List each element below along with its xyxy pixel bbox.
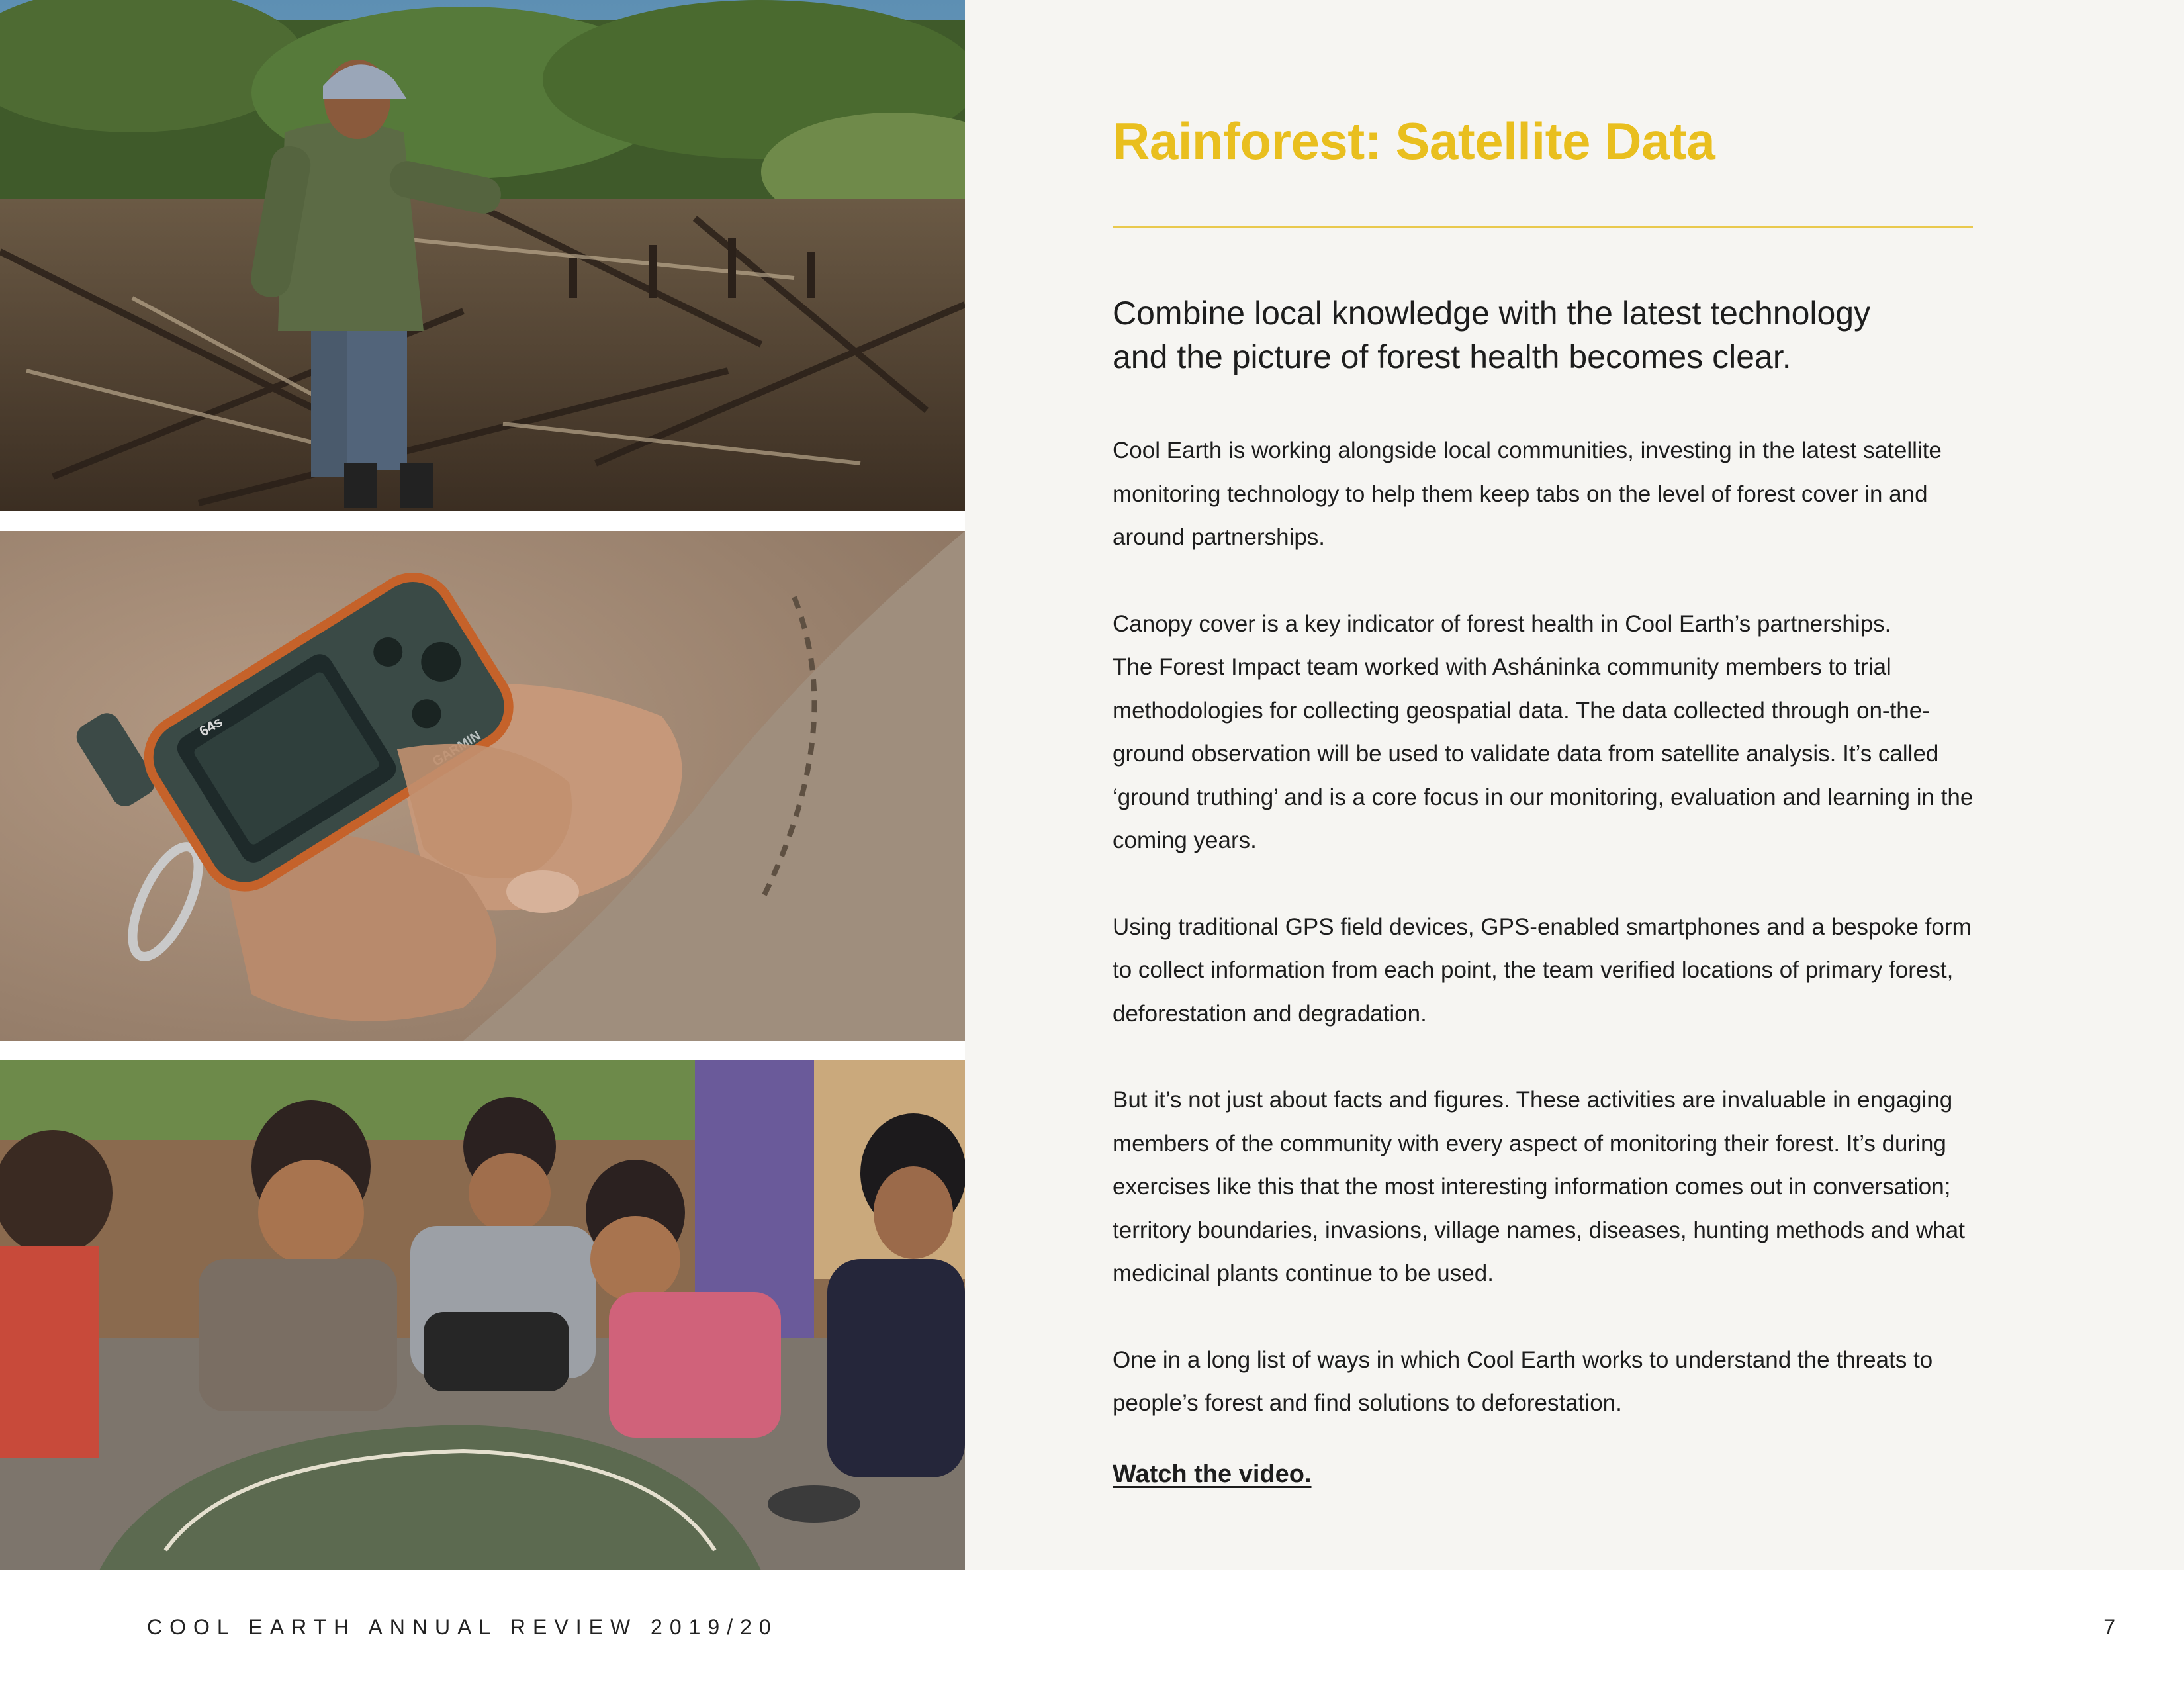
paragraph: One in a long list of ways in which Cool Earth works to understand the threats to people’s forest and find solutions to deforestation. [1113,1346,1933,1416]
lede-text: Combine local knowledge with the latest technology and the picture of forest health becomes clear. [1113,295,1871,375]
paragraph: Using traditional GPS field devices, GPS-enabled smartphones and a bespoke form to collect information from each point, the team verified locations of primary forest, deforestation and degradation. [1113,914,1972,1027]
footer-publication-title: COOL EARTH ANNUAL REVIEW 2019/20 [147,1615,778,1639]
title-divider [1113,226,1973,228]
page-number: 7 [2103,1615,2115,1639]
page-title: Rainforest: Satellite Data [1113,112,1715,170]
article-panel [965,0,2184,1570]
paragraph: But it’s not just about facts and figures. These activities are invaluable in engaging members of the community with every aspect of monitoring their forest. It’s during exercises like this that the most interesting information comes out in conversation; territory boundaries, invasions, village names, diseases, hunting methods and what medicinal plants continue to be used. [1113,1087,1965,1286]
paragraph: Cool Earth is working alongside local communities, investing in the latest satellite monitoring technology to help them keep tabs on the level of forest cover in and around partnerships. [1113,438,1942,550]
photo-community-mapping [0,1060,965,1570]
gps-model-label: 64s [196,713,226,740]
photo-deforested-land [0,0,965,511]
paragraph: Canopy cover is a key indicator of forest health in Cool Earth’s partnerships. The Forest Impact team worked with Asháninka community members to trial methodologies for collecting geospatial data. The data collected through on-the- ground observation will be used to validate data from satellite analysis. It’s called ‘ground truthing’ and is a core focus in our monitoring, evaluation and learning in the coming years. [1113,610,1974,853]
article-body [1113,429,2026,1468]
photo-gps-device [0,531,965,1041]
watch-video-link[interactable]: Watch the video. [1113,1460,1312,1488]
